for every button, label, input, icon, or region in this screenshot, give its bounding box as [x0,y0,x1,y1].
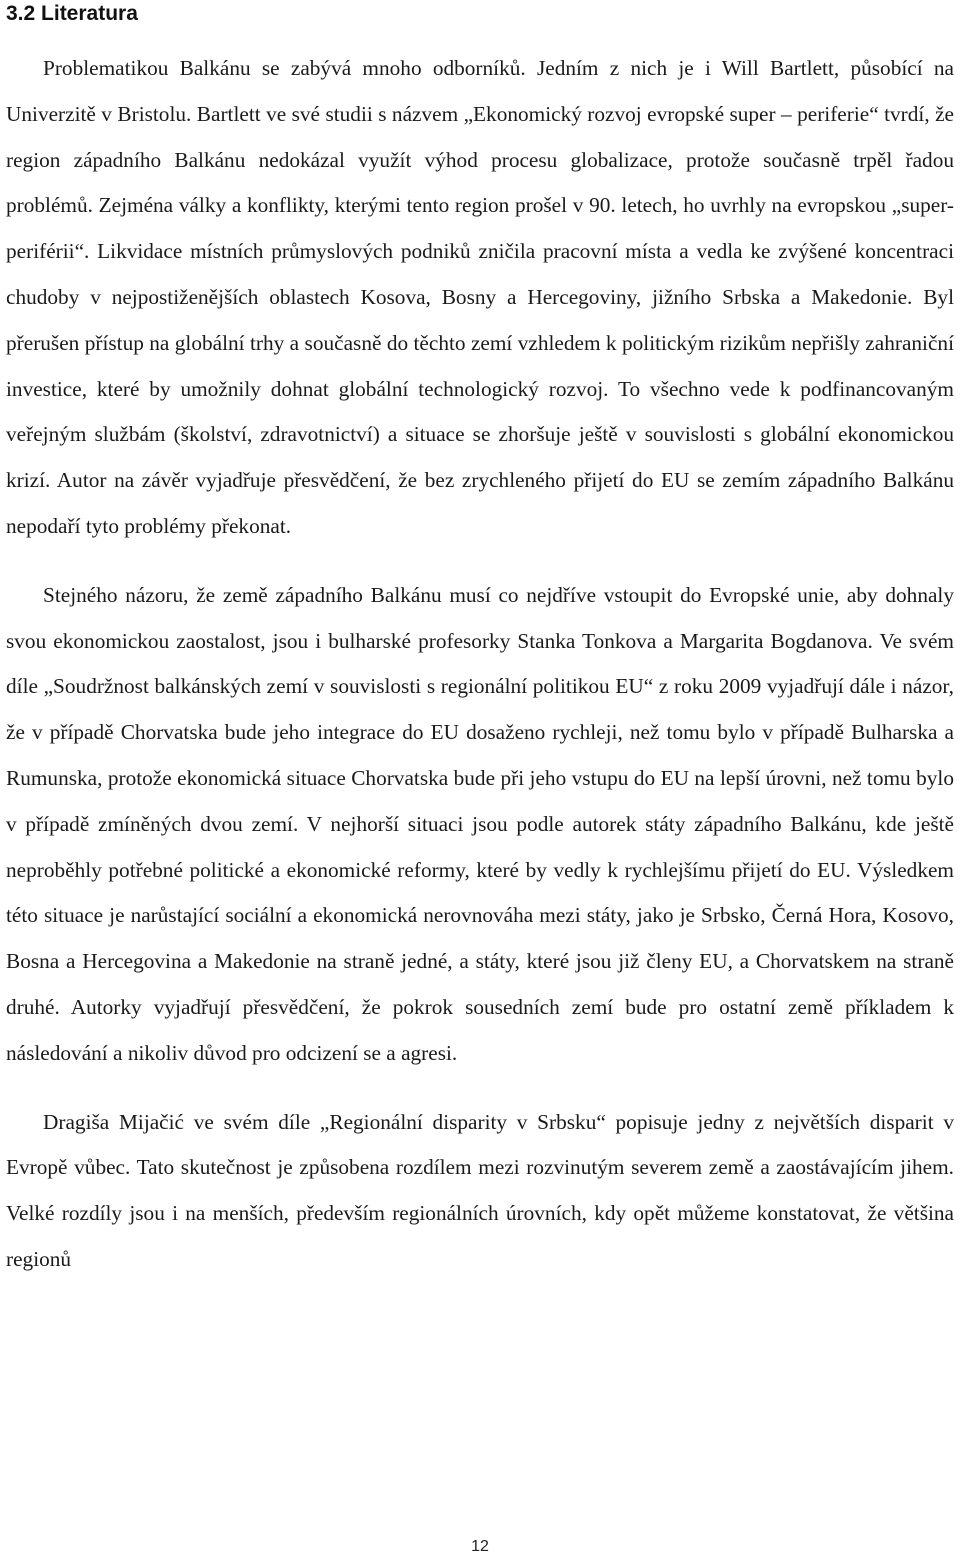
paragraph-1: Problematikou Balkánu se zabývá mnoho odborníků. Jedním z nich je i Will Bartlett, působící na Univerzitě v Bristolu. Bartlett ve své studii s názvem „Ekonomický rozvoj evropské super – periferie“ tvrdí, že region západního Balkánu nedokázal využít výhod procesu globalizace, protože současně trpěl řadou problémů. Zejména války a konflikty, kterými tento region prošel v 90. letech, ho uvrhly na evropskou „super-periférii“. Likvidace místních průmyslových podniků zničila pracovní místa a vedla ke zvýšené koncentraci chudoby v nejpostiženějších oblastech Kosova, Bosny a Hercegoviny, jižního Srbska a Makedonie. Byl přerušen přístup na globální trhy a současně do těchto zemí vzhledem k politickým rizikům nepřišly zahraniční investice, které by umožnily dohnat globální technologický rozvoj. To všechno vede k podfinancovaným veřejným službám (školství, zdravotnictví) a situace se zhoršuje ještě v souvislosti s globální ekonomickou krizí. Autor na závěr vyjadřuje přesvědčení, že bez zrychleného přijetí do EU se zemím západního Balkánu nepodaří tyto problémy překonat. [6,56,954,538]
section-heading: 3.2 Literatura [6,2,138,25]
page-number: 12 [471,1538,489,1555]
paragraph-3: Dragiša Mijačić ve svém díle „Regionální disparity v Srbsku“ popisuje jedny z největších disparit v Evropě vůbec. Tato skutečnost je způsobena rozdílem mezi rozvinutým severem země a zaostávajícím jihem. Velké rozdíly jsou i na menších, především regionálních úrovních, kdy opět můžeme konstatovat, že většina regionů [6,1109,954,1271]
paragraph-2: Stejného názoru, že země západního Balkánu musí co nejdříve vstoupit do Evropské unie, aby dohnaly svou ekonomickou zaostalost, jsou i bulharské profesorky Stanka Tonkova a Margarita Bogdanova. Ve svém díle „Soudržnost balkánských zemí v souvislosti s regionální politikou EU“ z roku 2009 vyjadřují dále i názor, že v případě Chorvatska bude jeho integrace do EU dosaženo rychleji, než tomu bylo v případě Bulharska a Rumunska, protože ekonomická situace Chorvatska bude při jeho vstupu do EU na lepší úrovni, než tomu bylo v případě zmíněných dvou zemí. V nejhorší situaci jsou podle autorek státy západního Balkánu, kde ještě neproběhly potřebné politické a ekonomické reformy, které by vedly k rychlejšímu přijetí do EU. Výsledkem této situace je narůstající sociální a ekonomická nerovnováha mezi státy, jako je Srbsko, Černá Hora, Kosovo, Bosna a Hercegovina a Makedonie na straně jedné, a státy, které jsou již členy EU, a Chorvatskem na straně druhé. Autorky vyjadřují přesvědčení, že pokrok sousedních zemí bude pro ostatní země příkladem k následování a nikoliv důvod pro odcizení se a agresi. [6,582,954,1065]
document-page [6,0,954,1283]
